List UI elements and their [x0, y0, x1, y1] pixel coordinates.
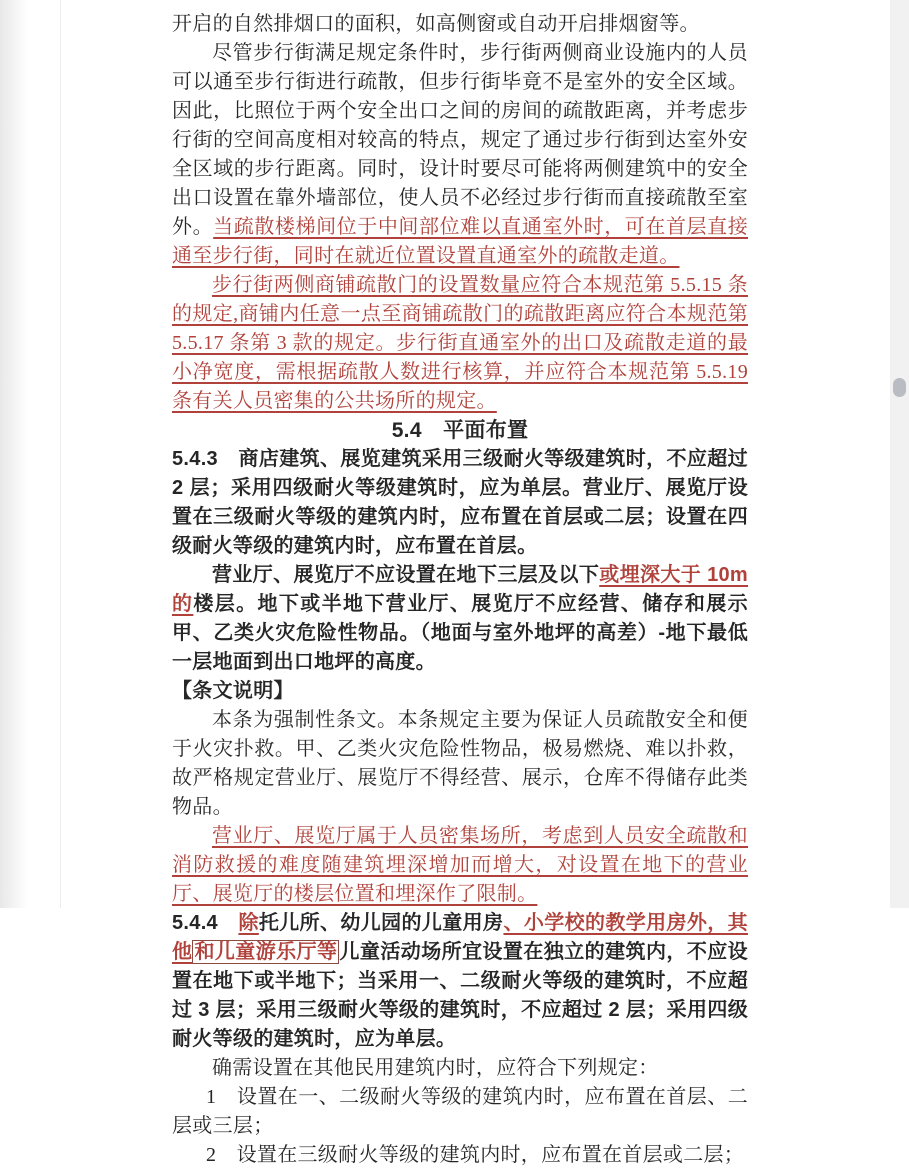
text-run: 本条为强制性条文。本条规定主要为保证人员疏散安全和便于火灾扑救。甲、乙类火灾危险性物品，极易燃烧、难以扑救，故严格规定营业厅、展览厅不得经营、展示，仓库不得储存此类物品。	[172, 709, 748, 818]
paragraph	[172, 445, 748, 561]
section-heading	[172, 416, 748, 445]
paragraph	[172, 10, 748, 39]
text-run: 5.4.3 商店建筑、展览建筑采用三级耐火等级建筑时，不应超过 2 层；采用四级耐火等级建筑时，应为单层。营业厅、展览厅设置在三级耐火等级的建筑内时，应布置在首层或二层；设置在四级耐火等级的建筑内时，应布置在首层。	[172, 448, 748, 557]
revision-text-run: 或埋深大于 10m 的	[172, 564, 749, 615]
paragraph	[172, 271, 748, 416]
text-run: 2 设置在三级耐火等级的建筑内时，应布置在首层或二层；	[206, 1144, 745, 1166]
text-run: 1 设置在一、二级耐火等级的建筑内时，应布置在首层、二层或三层；	[172, 1086, 748, 1137]
paragraph	[172, 561, 748, 677]
paragraph	[172, 706, 748, 822]
paragraph	[172, 677, 748, 706]
paragraph	[172, 39, 748, 271]
page-left-edge-line	[60, 0, 61, 908]
paragraph	[172, 1054, 748, 1083]
scrollbar-thumb[interactable]	[893, 378, 906, 397]
text-run: 尽管步行街满足规定条件时，步行街两侧商业设施内的人员可以通至步行街进行疏散，但步行街毕竟不是室外的安全区域。因此，比照位于两个安全出口之间的房间的疏散距离，并考虑步行街的空间高度相对较高的特点，规定了通过步行街到达室外安全区域的步行距离。同时，设计时要尽可能将两侧建筑中的安全出口设置在靠外墙部位，使人员不必经过步行街而直接疏散至室外。	[172, 42, 748, 238]
text-run: 营业厅、展览厅不应设置在地下三层及以下	[212, 564, 600, 586]
revision-text-run: 除	[238, 912, 259, 934]
revision-text-run: 营业厅、展览厅属于人员密集场所，考虑到人员安全疏散和消防救援的难度随建筑埋深增加而增大，对设置在地下的营业厅、展览厅的楼层位置和埋深作了限制。	[172, 825, 748, 905]
revision-text-run: 当疏散楼梯间位于中间部位难以直通室外时，可在首层直接通至步行街，同时在就近位置设置直通室外的疏散走道。	[172, 216, 748, 267]
paragraph	[172, 1083, 748, 1141]
text-run: 儿童活动场所宜设置在独立的建筑内，不应设置在地下或半地下；当采用一、二级耐火等级的建筑时，不应超过 3 层；采用三级耐火等级的建筑时，不应超过 2 层；采用四级耐火等级的建筑时，应为单层。	[172, 941, 748, 1050]
revision-text-run: 、小学校的教学用房外，其他	[172, 912, 748, 963]
paragraph	[172, 822, 748, 909]
scrollbar-track[interactable]	[890, 0, 909, 908]
text-run: 5.4 平面布置	[391, 419, 529, 442]
text-run: 托儿所、幼儿园的儿童用房	[258, 912, 504, 934]
document-page	[172, 10, 748, 1170]
text-run: 楼层。地下或半地下营业厅、展览厅不应经营、储存和展示甲、乙类火灾危险性物品。（地面与室外地坪的高差）-地下最低一层地面到出口地坪的高度。	[172, 593, 748, 673]
paragraph	[172, 1141, 748, 1170]
text-run: 开启的自然排烟口的面积，如高侧窗或自动开启排烟窗等。	[172, 13, 700, 35]
text-run: 5.4.4	[172, 912, 239, 934]
text-run: 确需设置在其他民用建筑内时，应符合下列规定：	[212, 1057, 659, 1079]
revision-text-run: 步行街两侧商铺疏散门的设置数量应符合本规范第 5.5.15 条的规定,商铺内任意一点至商铺疏散门的疏散距离应符合本规范第 5.5.17 条第 3 款的规定。步行街直通室外的出口及疏散走道的最小净宽度，需根据疏散人数进行核算，并应符合本规范第 5.5.19 条有关人员密集的公共场所的规定。	[172, 274, 748, 412]
paragraph	[172, 909, 748, 1054]
text-run: 【条文说明】	[172, 680, 294, 702]
page-left-shadow	[0, 0, 28, 908]
revision-text-run: 和儿童游乐厅等	[194, 941, 338, 963]
